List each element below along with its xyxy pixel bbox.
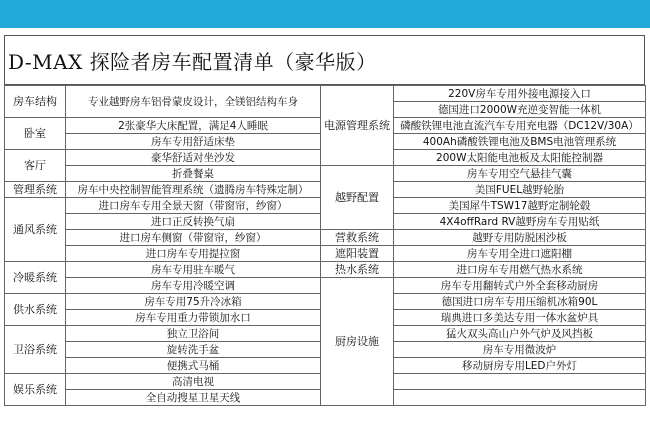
item-cell: 200W太阳能电池板及太阳能控制器 xyxy=(394,150,646,166)
item-cell: 专业越野房车铝骨蒙皮设计，全镁铝结构车身 xyxy=(66,86,321,118)
category-cell: 冷暖系统 xyxy=(5,262,66,294)
category-cell: 娱乐系统 xyxy=(5,374,66,406)
item-cell: 4X4offRard RV越野房车专用贴纸 xyxy=(394,214,646,230)
item-cell: 220V房车专用外接电源接入口 xyxy=(394,86,646,102)
item-cell: 进口房车侧窗（带窗帘，纱窗） xyxy=(66,230,321,246)
category-cell: 客厅 xyxy=(5,150,66,182)
item-cell: 进口房车专用全景天窗（带窗帘，纱窗） xyxy=(66,198,321,214)
item-cell: 德国进口房车专用压缩机冰箱90L xyxy=(394,294,646,310)
item-cell: 猛火双头高山户外气炉及风挡板 xyxy=(394,326,646,342)
item-cell: 高清电视 xyxy=(66,374,321,390)
item-cell: 房车专用冷暖空调 xyxy=(66,278,321,294)
table-row xyxy=(5,246,646,262)
item-cell: 进口房车专用提拉窗 xyxy=(66,246,321,262)
item-cell: 德国进口2000W充逆变智能一体机 xyxy=(394,102,646,118)
document-title: D-MAX 探险者房车配置清单（豪华版） xyxy=(4,35,645,85)
item-cell: 进口房车专用燃气热水系统 xyxy=(394,262,646,278)
item-cell: 美国犀牛TSW17越野定制轮毂 xyxy=(394,198,646,214)
item-cell: 瑞典进口多美达专用一体水盆炉具 xyxy=(394,310,646,326)
table-row xyxy=(5,166,646,182)
category-cell: 卫浴系统 xyxy=(5,326,66,374)
item-cell: 磷酸铁锂电池直流汽车专用充电器（DC12V/30A） xyxy=(394,118,646,134)
category-cell: 通风系统 xyxy=(5,198,66,262)
category-cell: 越野配置 xyxy=(321,166,394,230)
spec-table xyxy=(4,85,646,406)
category-cell: 卧室 xyxy=(5,118,66,150)
table-row xyxy=(5,86,646,102)
item-cell: 进口正反转换气扇 xyxy=(66,214,321,230)
item-cell: 房车专用舒适床垫 xyxy=(66,134,321,150)
item-cell: 房车专用驻车暖气 xyxy=(66,262,321,278)
table-row xyxy=(5,230,646,246)
category-cell: 遮阳装置 xyxy=(321,246,394,262)
item-cell: 旋转洗手盆 xyxy=(66,342,321,358)
item-cell: 房车专用全进口遮阳棚 xyxy=(394,246,646,262)
top-color-bar xyxy=(0,0,650,28)
item-cell: 房车专用微波炉 xyxy=(394,342,646,358)
table-row xyxy=(5,262,646,278)
category-cell: 房车结构 xyxy=(5,86,66,118)
category-cell: 管理系统 xyxy=(5,182,66,198)
category-cell: 供水系统 xyxy=(5,294,66,326)
item-cell: 豪华舒适对坐沙发 xyxy=(66,150,321,166)
item-cell: 2张豪华大床配置，满足4人睡眠 xyxy=(66,118,321,134)
empty-cell xyxy=(394,374,646,390)
category-cell: 营救系统 xyxy=(321,230,394,246)
category-cell: 厨房设施 xyxy=(321,278,394,406)
item-cell: 便携式马桶 xyxy=(66,358,321,374)
item-cell: 全自动搜星卫星天线 xyxy=(66,390,321,406)
empty-cell xyxy=(394,390,646,406)
table-row xyxy=(5,278,646,294)
item-cell: 美国FUEL越野轮胎 xyxy=(394,182,646,198)
category-cell: 热水系统 xyxy=(321,262,394,278)
item-cell: 房车专用重力带锁加水口 xyxy=(66,310,321,326)
item-cell: 房车专用75升冷冰箱 xyxy=(66,294,321,310)
item-cell: 房车中央控制智能管理系统（遗腾房车特殊定制） xyxy=(66,182,321,198)
item-cell: 越野专用防脱困沙板 xyxy=(394,230,646,246)
item-cell: 400Ah磷酸铁锂电池及BMS电池管理系统 xyxy=(394,134,646,150)
item-cell: 独立卫浴间 xyxy=(66,326,321,342)
item-cell: 房车专用空气悬挂气囊 xyxy=(394,166,646,182)
item-cell: 移动厨房专用LED户外灯 xyxy=(394,358,646,374)
item-cell: 折叠餐桌 xyxy=(66,166,321,182)
item-cell: 房车专用翻转式户外全套移动厨房 xyxy=(394,278,646,294)
category-cell: 电源管理系统 xyxy=(321,86,394,166)
